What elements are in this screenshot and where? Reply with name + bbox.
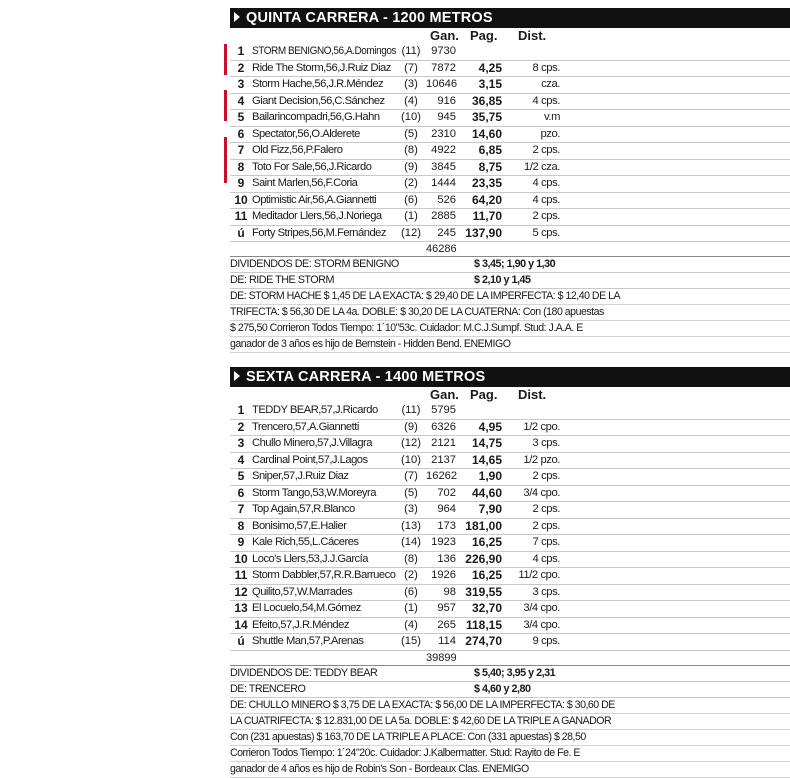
table-row [230, 61, 790, 78]
position: 3 [237, 77, 245, 91]
detail-line: DE: CHULLO MINERO $ 3,75 DE LA EXACTA: $ 56,00 DE LA IMPERFECTA: $ 30,60 DE [230, 698, 790, 714]
post-number: (1) [404, 602, 418, 614]
gan-value: 6326 [431, 420, 456, 433]
table-row [230, 568, 790, 585]
pag-value: 11,70 [472, 209, 502, 223]
position: 4 [237, 452, 245, 467]
position: 9 [237, 176, 245, 190]
dist-header: Dist. [518, 387, 547, 402]
race-title: QUINTA CARRERA - 1200 METROS [246, 10, 493, 26]
gan-value: 5795 [431, 404, 456, 416]
horse-name: Trencero,57,A.Giannetti [252, 420, 359, 433]
pag-value: 32,70 [471, 601, 502, 615]
detail-line: LA CUATRIFECTA: $ 12.831,00 DE LA 5a. DOBLE: $ 42,60 DE LA TRIPLE A GANADOR [230, 714, 790, 730]
position: 14 [234, 617, 248, 632]
position: 8 [237, 159, 245, 174]
distance: 1/2 pzo. [523, 453, 560, 466]
total-value: 46286 [426, 243, 457, 255]
table-row [230, 193, 790, 210]
pag-value: 319,55 [465, 584, 502, 599]
distance: 2 cps. [532, 503, 560, 515]
post-number: (12) [401, 226, 421, 239]
horse-name: Old Fizz,56,P.Falero [252, 144, 343, 156]
table-row [230, 585, 790, 602]
horse-name: Saint Marlen,56,F.Coria [252, 177, 358, 189]
post-number: (15) [401, 635, 421, 647]
pag-value: 44,60 [471, 485, 502, 500]
position: 2 [237, 60, 245, 75]
total-row [230, 651, 790, 666]
gan-value: 957 [437, 602, 456, 614]
distance: 3/4 cpo. [523, 602, 560, 614]
column-headers [230, 387, 790, 403]
table-row [230, 469, 790, 486]
position: ú [237, 634, 245, 648]
gan-value: 16262 [426, 470, 458, 482]
pag-value: 7,90 [478, 502, 502, 516]
detail-line: Corrieron Todos Tiempo: 1´24"20c. Cuidador: J.Kalbermatter. Stud: Rayito de Fe. E [230, 746, 790, 762]
table-row [230, 44, 790, 61]
distance: 4 cps. [532, 94, 560, 107]
horse-name: Quilito,57,W.Marrades [252, 585, 353, 598]
horse-name: Storm Tango,53,W.Moreyra [252, 486, 376, 499]
pag-value: 16,25 [471, 535, 502, 549]
distance: 1/2 cpo. [523, 420, 560, 433]
position: 10 [234, 192, 248, 207]
position: 7 [237, 502, 245, 516]
horse-name: Loco's Llers,53,J.J.García [252, 552, 368, 565]
results-table [230, 44, 790, 257]
detail-line: ganador de 4 años es hijo de Robin's Son - Bordeaux Clas. ENEMIGO [230, 762, 790, 778]
table-row [230, 519, 790, 536]
post-number: (6) [404, 585, 418, 598]
dividend-values: $ 2,10 y 1,45 [474, 274, 531, 286]
table-row [230, 127, 790, 144]
horse-name: Storm Dabbler,57,R.R.Barrueco [252, 569, 396, 581]
results-table [230, 403, 790, 666]
post-number: (6) [404, 193, 418, 206]
dist-header: Dist. [518, 28, 547, 43]
dividend-label: DE: TRENCERO [230, 682, 306, 695]
distance: 3 cps. [532, 585, 560, 598]
table-row [230, 601, 790, 618]
horse-name: El Locuelo,54,M.Gómez [252, 602, 361, 614]
pag-value: 6,85 [478, 143, 502, 157]
pag-value: 181,00 [465, 518, 502, 533]
gan-value: 173 [437, 519, 456, 532]
position: 12 [234, 584, 248, 599]
post-number: (9) [404, 160, 418, 173]
position: 9 [237, 535, 245, 549]
horse-name: Toto For Sale,56,J.Ricardo [252, 160, 372, 173]
post-number: (4) [404, 94, 418, 107]
gan-value: 98 [443, 585, 456, 598]
post-number: (3) [404, 78, 418, 90]
dividend-line [230, 273, 790, 289]
column-headers [230, 28, 790, 44]
gan-value: 964 [437, 503, 456, 515]
position: 1 [237, 44, 245, 58]
post-number: (11) [401, 404, 421, 416]
table-row [230, 618, 790, 635]
position: ú [237, 225, 245, 240]
pag-value: 4,95 [478, 419, 502, 434]
position: 2 [237, 419, 245, 434]
pag-value: 64,20 [471, 192, 502, 207]
pag-value: 35,75 [471, 110, 502, 124]
table-row [230, 160, 790, 177]
gan-value: 2121 [431, 437, 456, 449]
gan-header: Gan. [430, 28, 459, 43]
table-row [230, 552, 790, 569]
horse-name: Efeito,57,J.R.Méndez [252, 618, 349, 631]
post-number: (10) [401, 111, 421, 123]
horse-name: STORM BENIGNO,56,A.Domingos [252, 45, 396, 57]
post-number: (12) [401, 437, 421, 449]
post-number: (10) [401, 453, 421, 466]
horse-name: Kale Rich,55,L.Cáceres [252, 536, 359, 548]
gan-value: 2310 [431, 127, 456, 140]
pag-value: 14,60 [471, 126, 502, 141]
position: 11 [234, 568, 248, 582]
distance: 5 cps. [532, 226, 560, 239]
post-number: (2) [404, 177, 418, 189]
gan-value: 136 [437, 552, 456, 565]
post-number: (1) [404, 210, 418, 222]
distance: v.m [544, 111, 560, 123]
horse-name: Chullo Minero,57,J.Villagra [252, 437, 372, 449]
dividend-label: DE: RIDE THE STORM [230, 274, 334, 286]
post-number: (11) [401, 45, 421, 57]
horse-name: Optimistic Air,56,A.Giannetti [252, 193, 377, 206]
table-row [230, 634, 790, 651]
table-row [230, 535, 790, 552]
dividend-line [230, 666, 790, 682]
position: 7 [237, 143, 245, 157]
dividend-line [230, 682, 790, 698]
arrow-icon [234, 371, 240, 381]
distance: 3/4 cpo. [523, 486, 560, 499]
horse-name: Cardinal Point,57,J.Lagos [252, 453, 368, 466]
red-marker [224, 90, 227, 121]
distance: 4 cps. [532, 552, 560, 565]
dividend-line [230, 257, 790, 273]
post-number: (4) [404, 618, 418, 631]
post-number: (9) [404, 420, 418, 433]
pag-header: Pag. [470, 28, 498, 43]
table-row [230, 403, 790, 420]
pag-value: 36,85 [471, 93, 502, 108]
distance: 1/2 cza. [524, 160, 560, 173]
table-row [230, 110, 790, 127]
red-marker [224, 44, 227, 75]
race-section [230, 367, 790, 778]
pag-value: 137,90 [465, 225, 502, 240]
race-title-bar [230, 8, 790, 28]
table-row [230, 94, 790, 111]
table-row [230, 502, 790, 519]
horse-name: Forty Stripes,56,M.Fernández [252, 226, 386, 239]
gan-value: 7872 [431, 61, 456, 74]
detail-line: DE: STORM HACHE $ 1,45 DE LA EXACTA: $ 29,40 DE LA IMPERFECTA: $ 12,40 DE LA [230, 289, 790, 305]
position: 5 [237, 110, 245, 124]
horse-name: Shuttle Man,57,P.Arenas [252, 635, 364, 647]
position: 11 [234, 209, 248, 223]
detail-line: Con (231 apuestas) $ 163,70 DE LA TRIPLE A PLACE: Con (331 apuestas) $ 28,50 [230, 730, 790, 746]
red-marker [224, 137, 227, 183]
post-number: (2) [404, 569, 418, 581]
table-row [230, 436, 790, 453]
position: 8 [237, 518, 245, 533]
position: 13 [234, 601, 248, 615]
race-details [230, 289, 790, 353]
horse-name: Top Again,57,R.Blanco [252, 503, 355, 515]
table-row [230, 176, 790, 193]
gan-value: 2137 [431, 453, 456, 466]
distance: 2 cps. [532, 210, 560, 222]
position: 6 [237, 485, 245, 500]
table-row [230, 77, 790, 94]
gan-value: 1444 [431, 177, 456, 189]
horse-name: Meditador Llers,56,J.Noriega [252, 210, 382, 222]
distance: 2 cps. [532, 519, 560, 532]
total-row [230, 242, 790, 257]
pag-value: 8,75 [478, 159, 502, 174]
gan-value: 2885 [431, 210, 456, 222]
gan-value: 1923 [431, 536, 456, 548]
pag-value: 14,65 [471, 452, 502, 467]
pag-header: Pag. [470, 387, 498, 402]
post-number: (3) [404, 503, 418, 515]
results-page [230, 8, 770, 775]
detail-line: $ 275,50 Corrieron Todos Tiempo: 1´10"53c. Cuidador: M.C.J.Sumpf. Stud: J.A.A. E [230, 321, 790, 337]
gan-value: 245 [437, 226, 456, 239]
horse-name: Bailarincompadri,56,G.Hahn [252, 111, 380, 123]
distance: 4 cps. [532, 177, 560, 189]
distance: 2 cps. [532, 470, 560, 482]
pag-value: 1,90 [478, 469, 502, 483]
gan-value: 916 [437, 94, 456, 107]
pag-value: 23,35 [471, 176, 502, 190]
race-details [230, 698, 790, 778]
table-row [230, 209, 790, 226]
pag-value: 4,25 [478, 60, 502, 75]
distance: pzo. [540, 127, 560, 140]
horse-name: Storm Hache,56,J.R.Méndez [252, 78, 384, 90]
arrow-icon [234, 12, 240, 22]
total-value: 39899 [426, 651, 457, 664]
horse-name: Bonisimo,57,E.Halier [252, 519, 347, 532]
dividend-values: $ 3,45; 1,90 y 1,30 [474, 258, 556, 270]
post-number: (14) [401, 536, 421, 548]
distance: 3/4 cpo. [523, 618, 560, 631]
gan-value: 265 [437, 618, 456, 631]
detail-line: TRIFECTA: $ 56,30 DE LA 4a. DOBLE: $ 30,20 DE LA CUATERNA: Con (180 apuestas [230, 305, 790, 321]
post-number: (13) [401, 519, 421, 532]
gan-value: 1926 [431, 569, 456, 581]
distance: 4 cps. [532, 193, 560, 206]
gan-value: 945 [437, 111, 456, 123]
post-number: (7) [404, 470, 418, 482]
dividend-values: $ 5,40; 3,95 y 2,31 [474, 666, 556, 679]
post-number: (5) [404, 127, 418, 140]
gan-value: 9730 [431, 45, 456, 57]
gan-value: 702 [437, 486, 456, 499]
distance: cza. [541, 78, 560, 90]
distance: 3 cps. [532, 437, 560, 449]
dividend-label: DIVIDENDOS DE: TEDDY BEAR [230, 666, 378, 679]
pag-value: 3,15 [478, 77, 502, 91]
position: 10 [234, 551, 248, 566]
distance: 8 cps. [532, 61, 560, 74]
distance: 9 cps. [532, 635, 560, 647]
position: 6 [237, 126, 245, 141]
position: 5 [237, 469, 245, 483]
detail-line: ganador de 3 años es hijo de Bernstein - Hidden Bend. ENEMIGO [230, 337, 790, 353]
gan-value: 3845 [431, 160, 456, 173]
distance: 7 cps. [532, 536, 560, 548]
gan-value: 10646 [426, 78, 458, 90]
post-number: (7) [404, 61, 418, 74]
gan-value: 114 [438, 635, 456, 647]
pag-value: 226,90 [465, 551, 502, 566]
distance: 2 cps. [532, 144, 560, 156]
pag-value: 118,15 [465, 617, 502, 632]
horse-name: Spectator,56,O.Alderete [252, 127, 360, 140]
pag-value: 16,25 [471, 568, 502, 582]
gan-header: Gan. [430, 387, 459, 402]
horse-name: Giant Decision,56,C.Sánchez [252, 94, 385, 107]
dividend-values: $ 4,60 y 2,80 [474, 682, 531, 695]
race-title-bar [230, 367, 790, 387]
post-number: (8) [404, 552, 418, 565]
pag-value: 274,70 [465, 634, 502, 648]
pag-value: 14,75 [471, 436, 502, 450]
horse-name: Ride The Storm,56,J.Ruiz Diaz [252, 61, 391, 74]
table-row [230, 226, 790, 243]
gan-value: 4922 [431, 144, 456, 156]
race-section [230, 8, 790, 353]
table-row [230, 143, 790, 160]
race-title: SEXTA CARRERA - 1400 METROS [246, 369, 486, 385]
dividend-label: DIVIDENDOS DE: STORM BENIGNO [230, 258, 399, 270]
horse-name: TEDDY BEAR,57,J.Ricardo [252, 404, 378, 416]
gan-value: 526 [437, 193, 456, 206]
distance: 11/2 cpo. [518, 569, 560, 581]
table-row [230, 486, 790, 503]
position: 1 [237, 403, 245, 417]
post-number: (8) [404, 144, 418, 156]
position: 3 [237, 436, 245, 450]
position: 4 [237, 93, 245, 108]
table-row [230, 420, 790, 437]
table-row [230, 453, 790, 470]
post-number: (5) [404, 486, 418, 499]
horse-name: Sniper,57,J.Ruiz Diaz [252, 470, 349, 482]
